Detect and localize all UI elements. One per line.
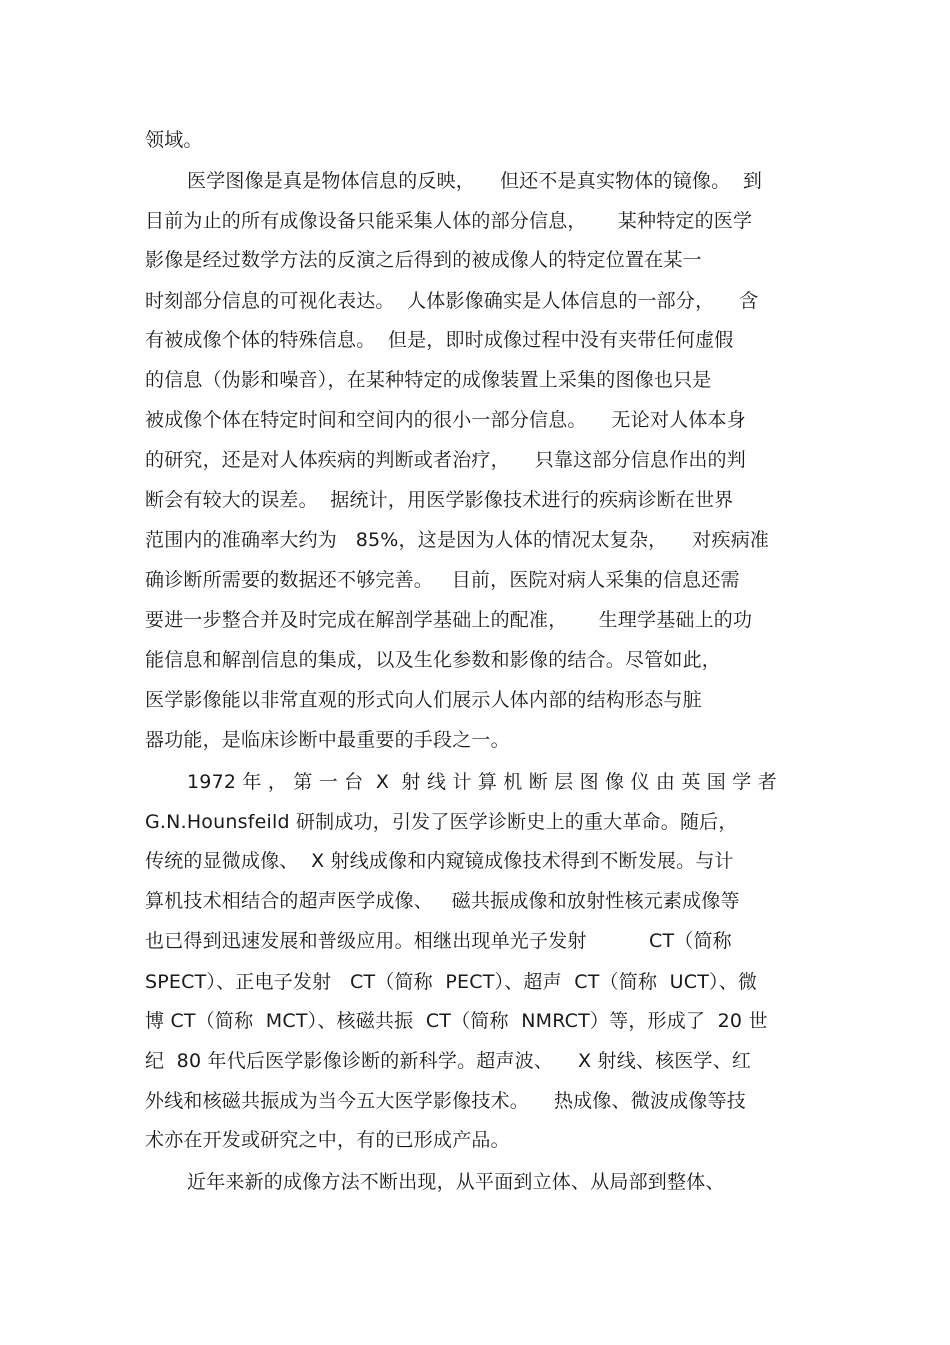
text-line: 有被成像个体的特殊信息。 但是，即时成像过程中没有夹带任何虚假	[145, 329, 734, 351]
text-line: 近年来新的成像方法不断出现，从平面到立体、从局部到整体、	[187, 1171, 725, 1193]
text-line: 术亦在开发或研究之中，有的已形成产品。	[145, 1129, 510, 1151]
text-line: 要进一步整合并及时完成在解剖学基础上的配准， 生理学基础上的功	[145, 609, 753, 631]
text-line: 的研究，还是对人体疾病的判断或者治疗， 只靠这部分信息作出的判	[145, 449, 746, 471]
text-line: 领域。	[145, 129, 203, 151]
text-line: 医学图像是真是物体信息的反映， 但还不是真实物体的镜像。 到	[187, 170, 763, 192]
text-line: 范围内的准确率大约为 85%，这是因为人体的情况太复杂， 对疾病准	[145, 529, 770, 551]
text-line: 算机技术相结合的超声医学成像、 磁共振成像和放射性核元素成像等	[145, 890, 740, 912]
text-line: 器功能，是临床诊断中最重要的手段之一。	[145, 729, 510, 751]
text-line: 医学影像能以非常直观的形式向人们展示人体内部的结构形态与脏	[145, 689, 702, 711]
text-line: 外线和核磁共振成为当今五大医学影像技术。 热成像、微波成像等技	[145, 1090, 746, 1112]
text-line: 纪 80 年代后医学影像诊断的新科学。超声波、 X 射线、核医学、红	[145, 1050, 752, 1072]
text-line: 也已得到迅速发展和普级应用。相继出现单光子发射 CT（简称	[145, 930, 732, 952]
text-line: 目前为止的所有成像设备只能采集人体的部分信息， 某种特定的医学	[145, 210, 753, 232]
text-line: SPECT）、正电子发射 CT（简称 PECT）、超声 CT（简称 UCT）、微	[145, 971, 758, 993]
text-line: 断会有较大的误差。 据统计，用医学影像技术进行的疾病诊断在世界	[145, 489, 734, 511]
text-line: 影像是经过数学方法的反演之后得到的被成像人的特定位置在某一	[145, 249, 702, 271]
text-line: 的信息（伪影和噪音），在某种特定的成像装置上采集的图像也只是	[145, 369, 712, 391]
text-line: 时刻部分信息的可视化表达。 人体影像确实是人体信息的一部分， 含	[145, 290, 759, 312]
text-line: 确诊断所需要的数据还不够完善。 目前，医院对病人采集的信息还需	[145, 569, 740, 591]
text-line: 能信息和解剖信息的集成，以及生化参数和影像的结合。尽管如此，	[145, 649, 722, 671]
text-line: 博 CT（简称 MCT）、核磁共振 CT（简称 NMRCT）等，形成了 20 世	[145, 1010, 768, 1032]
text-line: G.N.Hounsfeild 研制成功，引发了医学诊断史上的重大革命。随后，	[145, 811, 738, 833]
text-line: 传统的显微成像、 X 射线成像和内窥镜成像技术得到不断发展。与计	[145, 850, 734, 872]
text-line: 被成像个体在特定时间和空间内的很小一部分信息。 无论对人体本身	[145, 409, 746, 431]
text-line: 1972 年 ， 第 一 台 X 射 线 计 算 机 断 层 图 像 仪 由 英 国 学 者	[187, 771, 777, 793]
